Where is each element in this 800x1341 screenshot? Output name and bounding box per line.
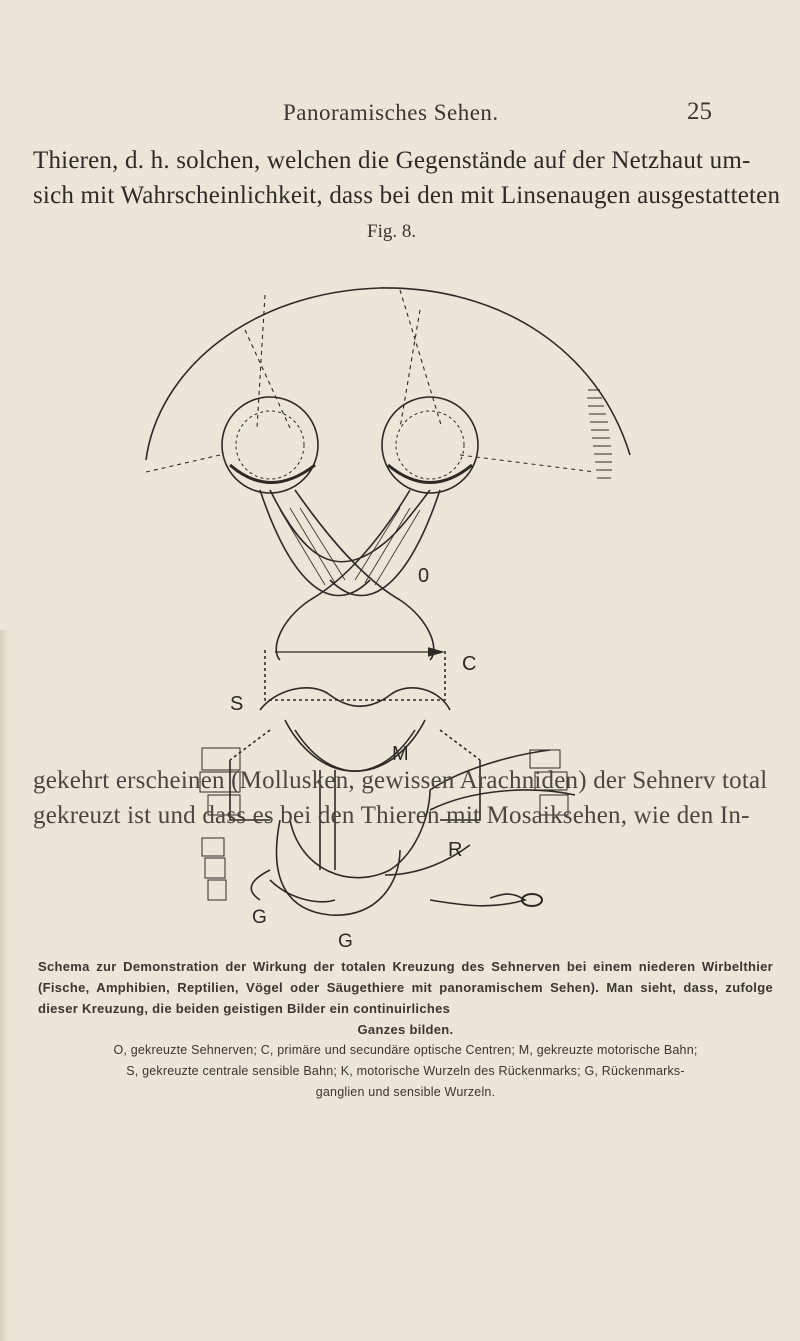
caption-legend: [38, 1040, 773, 1103]
optic-centre-box: [265, 650, 445, 700]
hatched-edge: [587, 390, 612, 478]
left-eye: [222, 397, 318, 493]
optic-nerves: [260, 490, 440, 660]
page-edge-shadow: [0, 630, 9, 1341]
figure-letter-r: R: [448, 839, 463, 861]
figure-letter-s: S: [230, 693, 244, 715]
figure-letter-g-left: G: [252, 907, 267, 928]
right-eye: [382, 397, 478, 493]
caption-legend-line: O, gekreuzte Sehnerven; C, primäre und secundäre optische Centren; M, gekreuzte motorische Bahn;: [113, 1043, 698, 1057]
caption-main: [38, 956, 773, 1040]
figure-label: Fig. 8.: [367, 221, 417, 242]
body-text-line: gekehrt erscheinen (Mollusken, gewissen Arachniden) der Sehnerv total: [33, 767, 768, 794]
motor-tracts: [230, 720, 480, 771]
visual-field-arc: [146, 288, 630, 460]
figure-letter-m: M: [392, 743, 409, 765]
caption-main-text: Schema zur Demonstration der Wirkung der totalen Kreuzung des Sehnerven bei einem niederen Wirbelthier (Fische, Amphibien, Reptilien, Vögel oder Säugethiere mit panoramischem Sehen). Man sieht, dass, zufolge dieser Kreuzung, die beiden geistigen Bilder ein continuirliches: [38, 959, 773, 1016]
body-text-line: Thieren, d. h. solchen, welchen die Gegenstände auf der Netzhaut um-: [33, 147, 751, 174]
caption-legend-line: S, gekreuzte centrale sensible Bahn; K, motorische Wurzeln des Rückenmarks; G, Rückenmarks-: [126, 1064, 685, 1078]
running-title: Panoramisches Sehen.: [283, 100, 499, 125]
figure-caption: [38, 956, 773, 1103]
figure-letter-g-right: G: [338, 931, 353, 950]
nerve-crossing-diagram: [130, 250, 675, 950]
body-text-line: gekreuzt ist und dass es bei den Thieren mit Mosaiksehen, wie den In-: [33, 802, 750, 829]
projection-lines: [146, 290, 595, 472]
body-text-line: sich mit Wahrscheinlichkeit, dass bei den mit Linsenaugen ausgestatteten: [33, 182, 781, 209]
page-header: [0, 100, 800, 130]
page-number: 25: [687, 98, 712, 125]
caption-main-last: Ganzes bilden.: [357, 1022, 454, 1037]
figure-letter-o: 0: [418, 565, 430, 587]
caption-legend-line: ganglien und sensible Wurzeln.: [315, 1085, 496, 1099]
figure-letter-c: C: [462, 653, 477, 675]
